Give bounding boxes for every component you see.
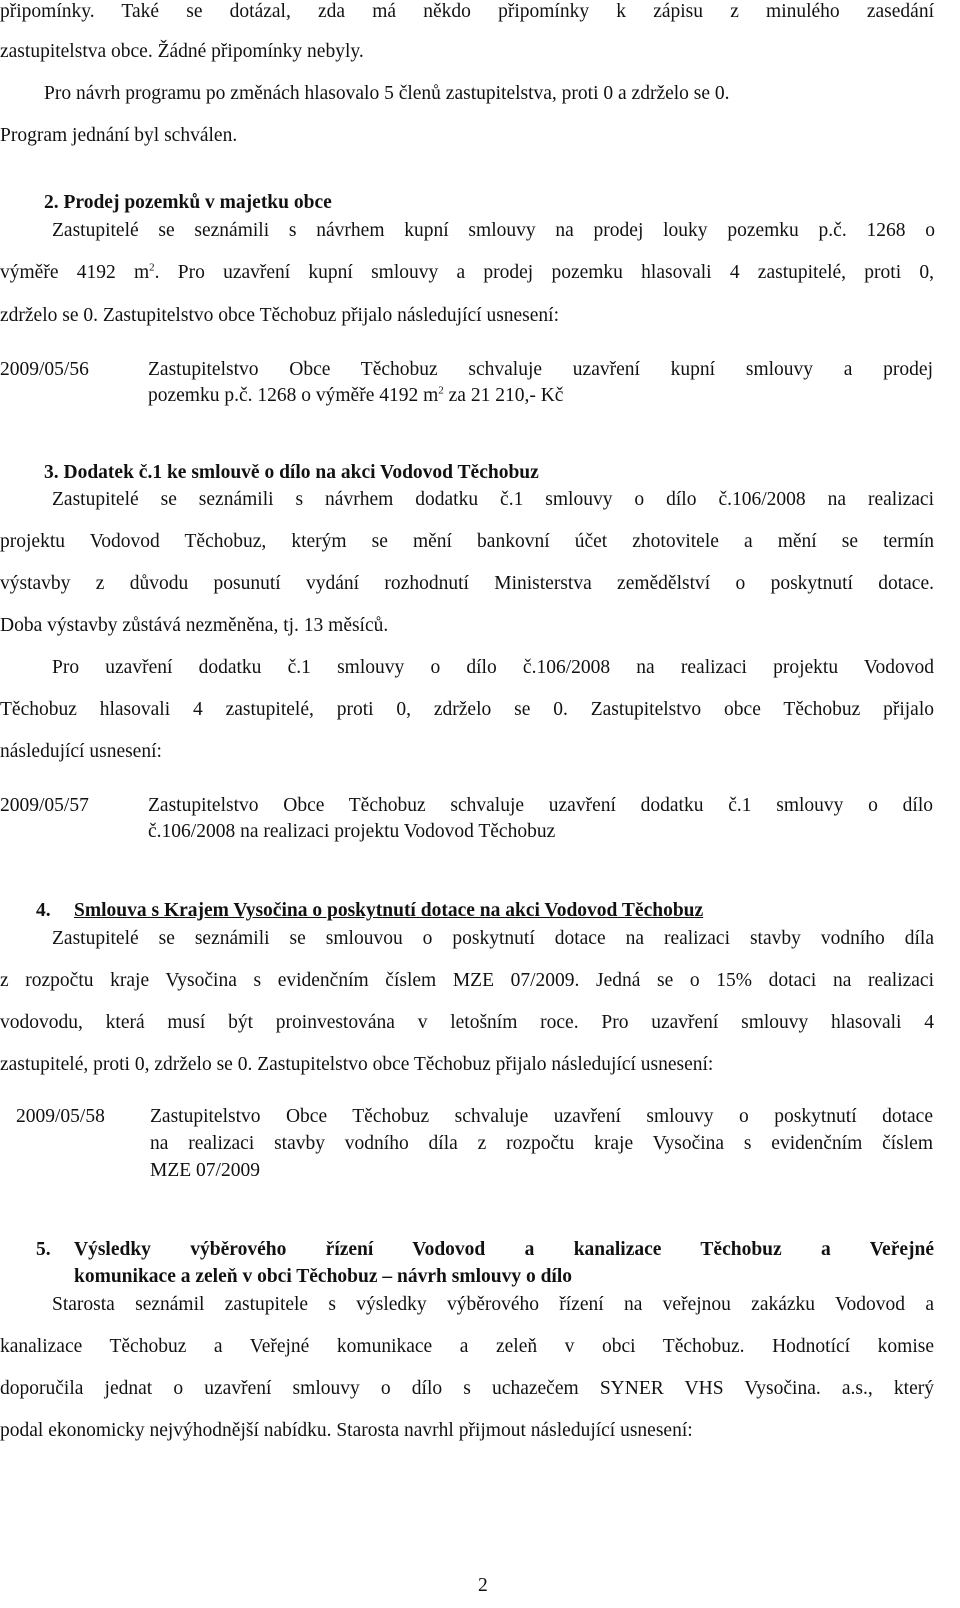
item5-line-2: kanalizace Těchobuz a Veřejné komunikace a zeleň v obci Těchobuz. Hodnotící komise <box>0 1336 934 1357</box>
item5-heading-line-1: Výsledky výběrového řízení Vodovod a kanalizace Těchobuz a Veřejné <box>74 1239 934 1260</box>
intro-line-1: připomínky. Také se dotázal, zda má někdo připomínky k zápisu z minulého zasedání <box>0 1 934 22</box>
item3-line-5: Pro uzavření dodatku č.1 smlouvy o dílo č.106/2008 na realizaci projektu Vodovod <box>52 657 934 678</box>
resolution-57-line-1: Zastupitelstvo Obce Těchobuz schvaluje uzavření dodatku č.1 smlouvy o dílo <box>148 795 933 816</box>
item5-heading-line-2: komunikace a zeleň v obci Těchobuz – návrh smlouvy o dílo <box>74 1266 573 1287</box>
intro-approved-line: Program jednání byl schválen. <box>0 125 238 146</box>
resolution-56-line-2: pozemku p.č. 1268 o výměře 4192 $m^2$ za 21 210,- Kč <box>148 384 564 406</box>
item3-line-1: Zastupitelé se seznámili s návrhem dodatku č.1 smlouvy o dílo č.106/2008 na realizaci <box>52 489 934 510</box>
item4-heading: Smlouva s Krajem Vysočina o poskytnutí dotace na akci Vodovod Těchobuz <box>74 900 704 921</box>
intro-vote-line: Pro návrh programu po změnách hlasovalo 5 členů zastupitelstva, proti 0 a zdrželo se 0. <box>44 83 730 104</box>
item5-line-1: Starosta seznámil zastupitele s výsledky výběrového řízení na veřejnou zakázku Vodovod a <box>52 1294 934 1315</box>
item2-line-2: výměře 4192 $m^2$. Pro uzavření kupní smlouvy a prodej pozemku hlasovali 4 zastupitelé, proti 0, <box>0 261 934 283</box>
resolution-57-line-2: č.106/2008 na realizaci projektu Vodovod Těchobuz <box>148 821 556 842</box>
item3-line-4: Doba výstavby zůstává nezměněna, tj. 13 měsíců. <box>0 615 389 636</box>
item3-heading: 3. Dodatek č.1 ke smlouvě o dílo na akci Vodovod Těchobuz <box>44 462 539 483</box>
resolution-number-58: 2009/05/58 <box>16 1106 105 1127</box>
page-number: 2 <box>478 1575 488 1596</box>
item4-heading-number: 4. <box>36 900 51 921</box>
item2-line-1: Zastupitelé se seznámili s návrhem kupní smlouvy na prodej louky pozemku p.č. 1268 o <box>52 220 935 241</box>
item3-line-3: výstavby z důvodu posunutí vydání rozhodnutí Ministerstva zemědělství o poskytnutí dotace. <box>0 573 934 594</box>
item4-line-4: zastupitelé, proti 0, zdrželo se 0. Zastupitelstvo obce Těchobuz přijalo následující usnesení: <box>0 1054 714 1075</box>
resolution-58-line-1: Zastupitelstvo Obce Těchobuz schvaluje uzavření smlouvy o poskytnutí dotace <box>150 1106 933 1127</box>
item3-line-2: projektu Vodovod Těchobuz, kterým se mění bankovní účet zhotovitele a mění se termín <box>0 531 934 552</box>
item4-line-3: vodovodu, která musí být proinvestována v letošním roce. Pro uzavření smlouvy hlasovali 4 <box>0 1012 934 1033</box>
item5-line-3: doporučila jednat o uzavření smlouvy o dílo s uchazečem SYNER VHS Vysočina. a.s., který <box>0 1378 934 1399</box>
item3-line-7: následující usnesení: <box>0 741 162 762</box>
resolution-number-56: 2009/05/56 <box>0 359 89 380</box>
resolution-number-57: 2009/05/57 <box>0 795 89 816</box>
item2-line-3: zdrželo se 0. Zastupitelstvo obce Těchobuz přijalo následující usnesení: <box>0 305 560 326</box>
item4-line-1: Zastupitelé se seznámili se smlouvou o poskytnutí dotace na realizaci stavby vodního díla <box>52 928 934 949</box>
item2-heading: 2. Prodej pozemků v majetku obce <box>44 192 332 213</box>
resolution-58-line-2: na realizaci stavby vodního díla z rozpočtu kraje Vysočina s evidenčním číslem <box>150 1133 933 1154</box>
item4-line-2: z rozpočtu kraje Vysočina s evidenčním číslem MZE 07/2009. Jedná se o 15% dotaci na realizaci <box>0 970 934 991</box>
item5-line-4: podal ekonomicky nejvýhodnější nabídku. Starosta navrhl přijmout následující usnesení: <box>0 1420 693 1441</box>
resolution-58-line-3: MZE 07/2009 <box>150 1160 260 1181</box>
item5-heading-number: 5. <box>36 1239 51 1260</box>
resolution-56-line-1: Zastupitelstvo Obce Těchobuz schvaluje uzavření kupní smlouvy a prodej <box>148 359 933 380</box>
item3-line-6: Těchobuz hlasovali 4 zastupitelé, proti 0, zdrželo se 0. Zastupitelstvo obce Těchobuz přijalo <box>0 699 934 720</box>
intro-line-2: zastupitelstva obce. Žádné připomínky nebyly. <box>0 41 364 62</box>
